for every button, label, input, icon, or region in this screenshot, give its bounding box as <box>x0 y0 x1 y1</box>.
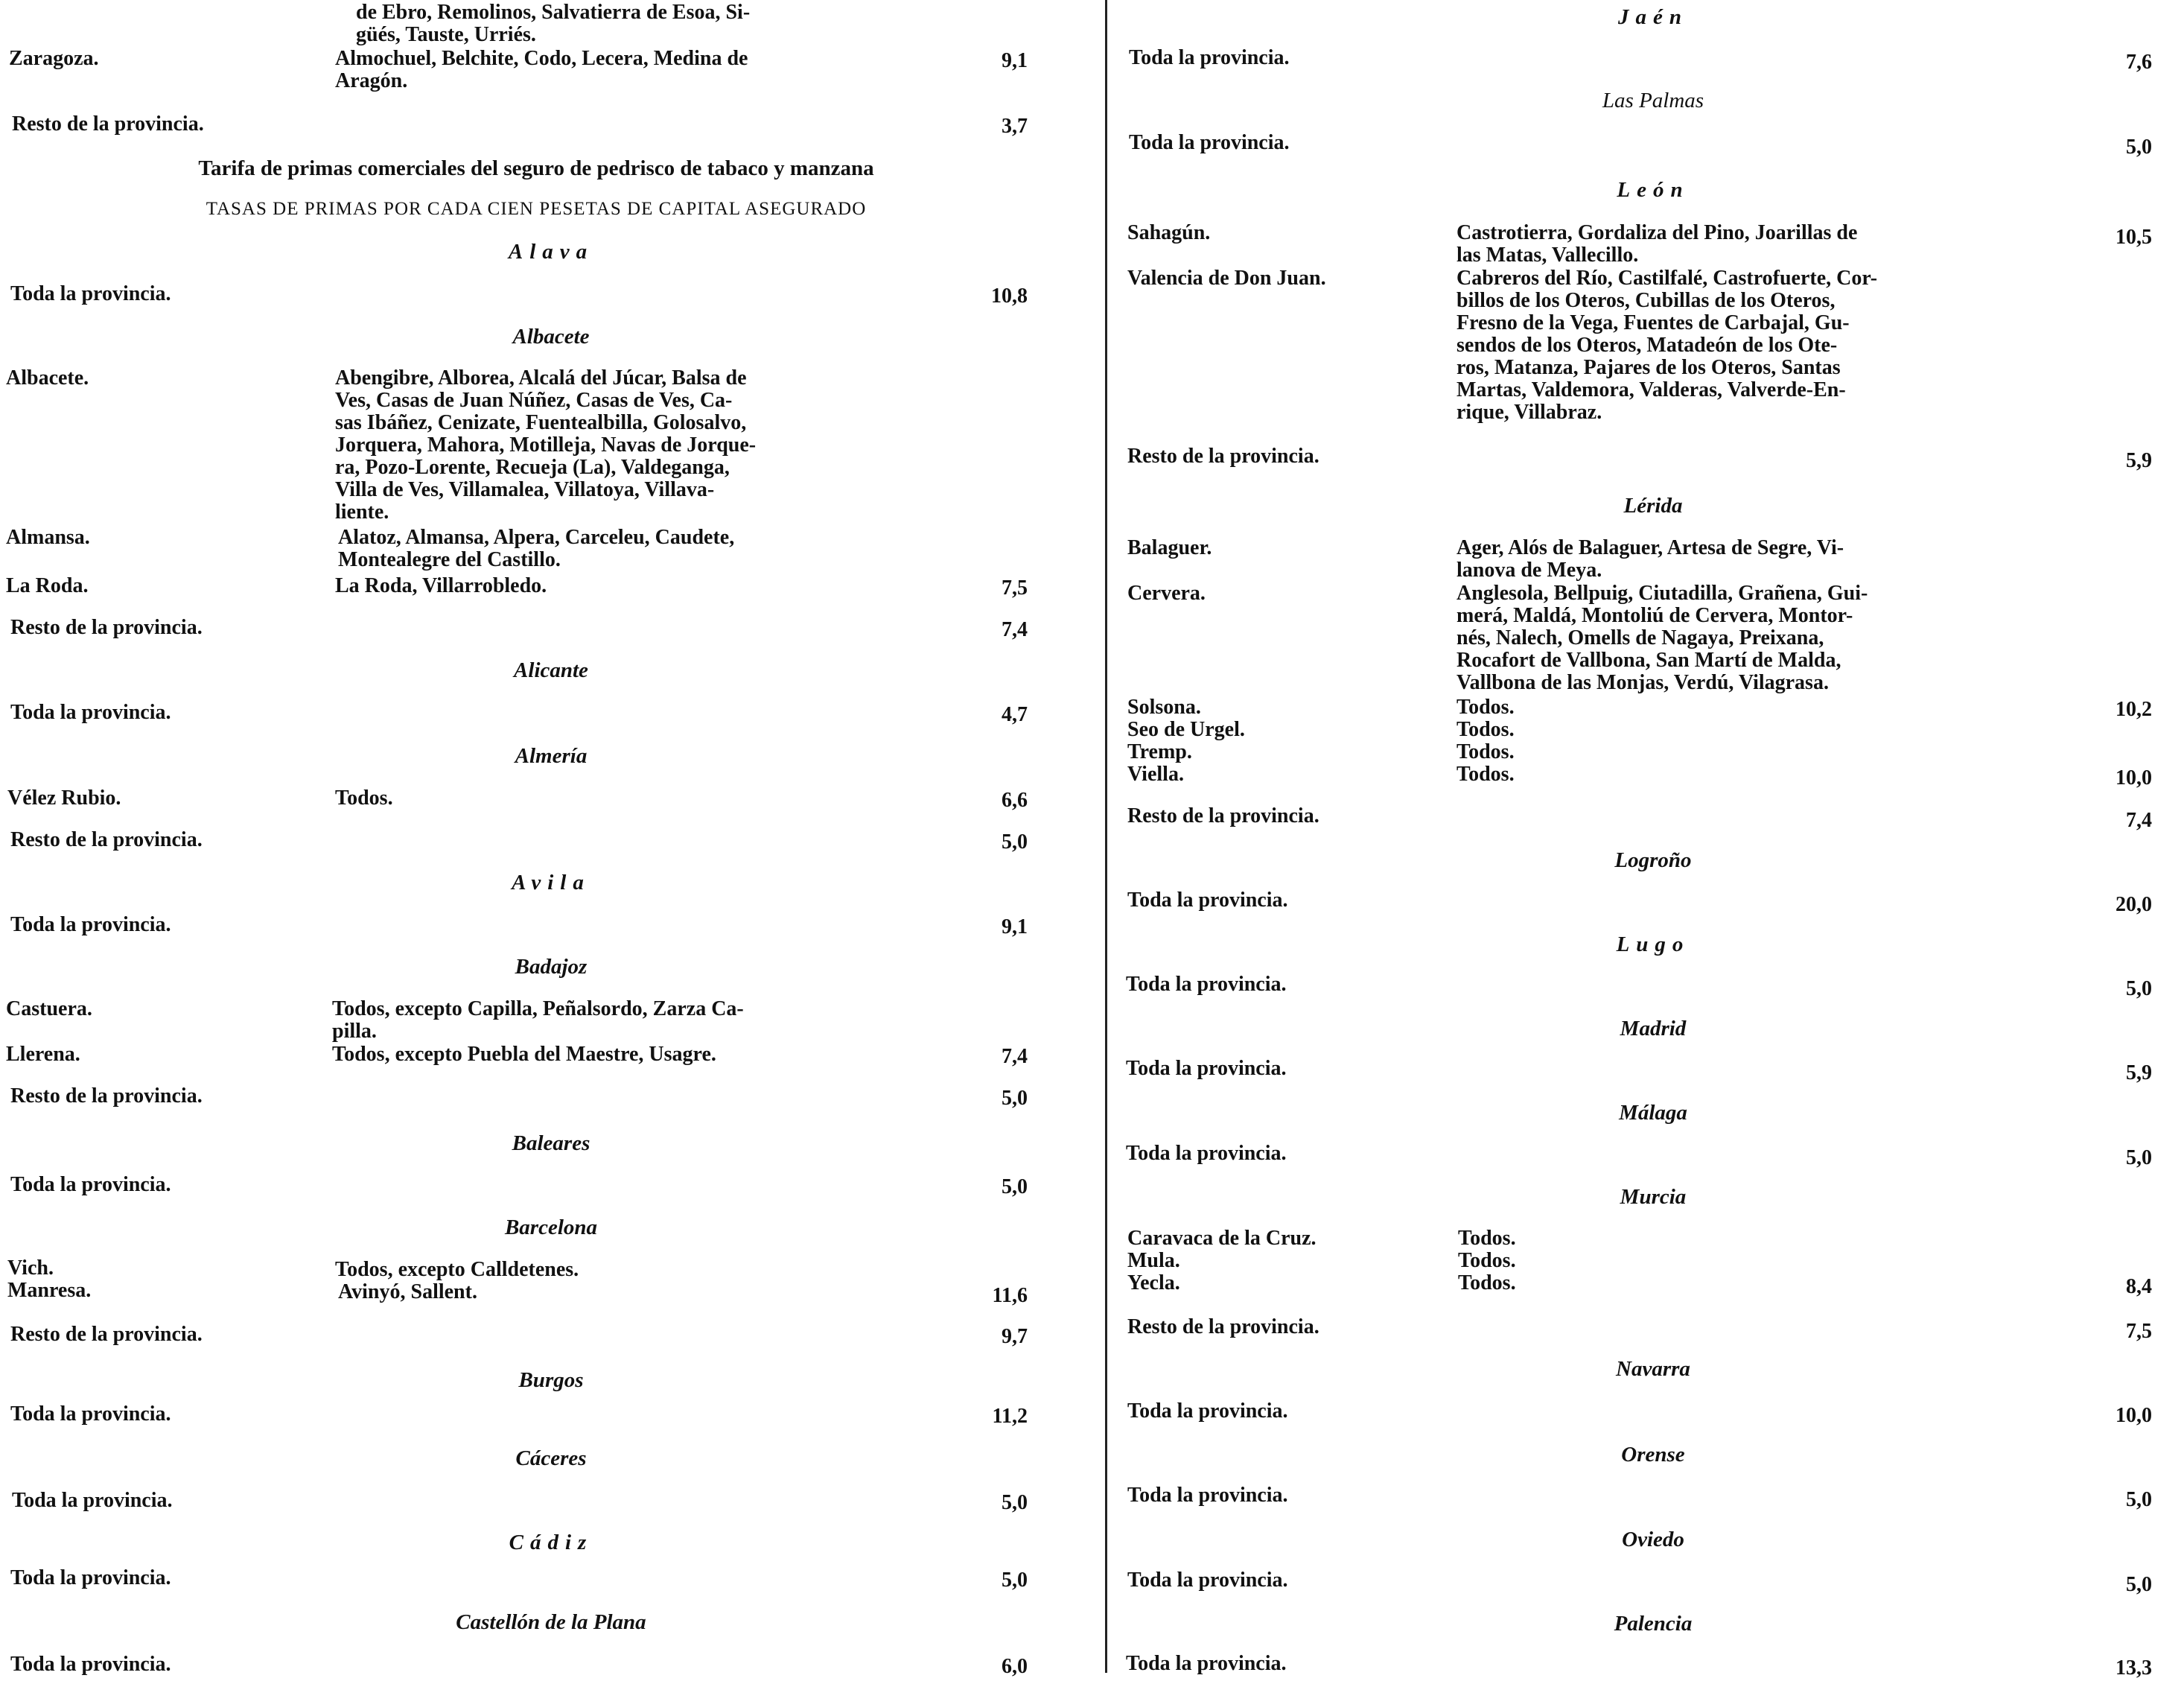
province-heading-malaga: Málaga <box>1619 1101 1687 1125</box>
almeria-resto-rate: 5,0 <box>1002 830 1028 854</box>
column-divider <box>1105 0 1107 1673</box>
zaragoza-label: Zaragoza. <box>9 47 99 70</box>
laspalmas-label: Toda la provincia. <box>1129 131 1290 154</box>
province-heading-baleares: Baleares <box>512 1131 590 1155</box>
llerena-municipalities: Todos, excepto Puebla del Maestre, Usagre. <box>332 1043 716 1066</box>
sahagun-rate: 10,5 <box>2115 226 2152 249</box>
oviedo-label: Toda la provincia. <box>1127 1569 1288 1592</box>
velez-label: Vélez Rubio. <box>7 787 121 810</box>
lerida-resto-label: Resto de la provincia. <box>1127 804 1319 827</box>
murcia-resto-label: Resto de la provincia. <box>1127 1315 1319 1338</box>
cervera-label: Cervera. <box>1127 582 1206 605</box>
province-heading-laspalmas: Las Palmas <box>1602 89 1704 112</box>
burgos-rate: 11,2 <box>992 1405 1028 1428</box>
almansa-label: Almansa. <box>6 526 90 549</box>
albacete-resto-rate: 7,4 <box>1002 618 1028 641</box>
velez-municipalities: Todos. <box>335 787 393 810</box>
valencia-municipalities: Cabreros del Río, Castilfalé, Castrofuerte, Cor- billos de los Oteros, Cubillas de los Oteros, Fresno de la Vega, Fuentes de Carbajal, Gu- sendos de los Oteros, Matadeón de los Ote- ros, Matanza, Pajares de los Oteros, Santas Martas, Valdemora, Valderas, Valverde-En- rique, Villabraz. <box>1456 267 1878 424</box>
table-title: Tarifa de primas comerciales del seguro de pedrisco de tabaco y manzana <box>198 156 874 180</box>
tremp-municipalities: Todos. <box>1456 740 1515 763</box>
province-heading-badajoz: Badajoz <box>515 955 588 979</box>
alava-rate: 10,8 <box>991 285 1028 308</box>
avila-rate: 9,1 <box>1002 915 1028 938</box>
table-subtitle: TASAS DE PRIMAS POR CADA CIEN PESETAS DE CAPITAL ASEGURADO <box>206 199 867 219</box>
castellon-label: Toda la provincia. <box>10 1653 171 1676</box>
albacete-label: Albacete. <box>6 366 89 390</box>
leon-resto-label: Resto de la provincia. <box>1127 445 1319 468</box>
jaen-rate: 7,6 <box>2126 51 2152 74</box>
province-heading-albacete: Albacete <box>512 325 590 349</box>
province-heading-alava: Alava <box>508 240 594 264</box>
province-heading-logrono: Logroño <box>1614 848 1692 872</box>
left-column <box>0 0 1087 1684</box>
province-heading-barcelona: Barcelona <box>504 1216 598 1239</box>
cadiz-rate: 5,0 <box>1002 1569 1028 1592</box>
malaga-rate: 5,0 <box>2126 1146 2152 1169</box>
balaguer-municipalities: Ager, Alós de Balaguer, Artesa de Segre, Vi- lanova de Meya. <box>1456 536 1844 582</box>
province-heading-castellon: Castellón de la Plana <box>456 1610 646 1634</box>
province-heading-cadiz: Cádiz <box>509 1531 593 1554</box>
barcelona-resto-rate: 9,7 <box>1002 1325 1028 1348</box>
logrono-label: Toda la provincia. <box>1127 889 1288 912</box>
almeria-resto-label: Resto de la provincia. <box>10 828 203 851</box>
laroda-rate: 7,5 <box>1002 576 1028 600</box>
cervera-municipalities: Anglesola, Bellpuig, Ciutadilla, Grañena, Gui- merá, Maldá, Montoliú de Cervera, Montor- nés, Nalech, Omells de Nagaya, Preixana, Rocafort de Vallbona, San Martí de Malda, Vallbona de las Monjas, Verdú, Vilagrasa. <box>1456 582 1868 694</box>
palencia-label: Toda la provincia. <box>1126 1652 1287 1675</box>
manresa-rate: 11,6 <box>992 1284 1028 1307</box>
navarra-rate: 10,0 <box>2115 1404 2152 1427</box>
laroda-municipalities: La Roda, Villarrobledo. <box>335 574 547 597</box>
zaragoza-continuation: de Ebro, Remolinos, Salvatierra de Esoa, Si- güés, Tauste, Urriés. <box>356 1 751 46</box>
yecla-rate: 8,4 <box>2126 1275 2152 1298</box>
zaragoza-rate: 9,1 <box>1002 49 1028 72</box>
caceres-rate: 5,0 <box>1002 1491 1028 1514</box>
manresa-label: Manresa. <box>7 1279 92 1302</box>
logrono-rate: 20,0 <box>2115 893 2152 916</box>
yecla-municipalities: Todos. <box>1458 1271 1516 1294</box>
vich-municipalities: Todos, excepto Calldetenes. <box>335 1258 579 1281</box>
burgos-label: Toda la provincia. <box>10 1402 171 1426</box>
viella-municipalities: Todos. <box>1456 763 1515 786</box>
viella-rate: 10,0 <box>2115 766 2152 789</box>
orense-label: Toda la provincia. <box>1127 1484 1288 1507</box>
province-heading-burgos: Burgos <box>518 1368 584 1392</box>
lerida-resto-rate: 7,4 <box>2126 809 2152 832</box>
caravaca-label: Caravaca de la Cruz. <box>1127 1227 1317 1250</box>
province-heading-palencia: Palencia <box>1614 1612 1693 1636</box>
navarra-label: Toda la provincia. <box>1127 1399 1288 1423</box>
oviedo-rate: 5,0 <box>2126 1573 2152 1596</box>
albacete-municipalities: Abengibre, Alborea, Alcalá del Júcar, Balsa de Ves, Casas de Juan Núñez, Casas de Ves, Ca- sas Ibáñez, Cenizate, Fuentealbilla, Golosalvo, Jorquera, Mahora, Motilleja, Navas de Jorque- ra, Pozo-Lorente, Recueja (La), Valdeganga, Villa de Ves, Villamalea, Villatoya, Villava- liente. <box>335 366 757 524</box>
lugo-rate: 5,0 <box>2126 977 2152 1000</box>
solsona-rate: 10,2 <box>2115 698 2152 721</box>
manresa-municipalities: Avinyó, Sallent. <box>338 1280 477 1303</box>
zaragoza-resto-label: Resto de la provincia. <box>12 112 204 136</box>
castellon-rate: 6,0 <box>1002 1655 1028 1678</box>
avila-label: Toda la provincia. <box>10 913 171 936</box>
madrid-label: Toda la provincia. <box>1126 1057 1287 1080</box>
cadiz-label: Toda la provincia. <box>10 1566 171 1589</box>
province-heading-murcia: Murcia <box>1620 1185 1687 1209</box>
province-heading-lugo: Lugo <box>1616 932 1690 956</box>
tremp-label: Tremp. <box>1127 740 1192 763</box>
seo-municipalities: Todos. <box>1456 718 1515 741</box>
province-heading-oviedo: Oviedo <box>1622 1528 1684 1551</box>
baleares-rate: 5,0 <box>1002 1175 1028 1198</box>
vich-label: Vich. <box>7 1256 54 1280</box>
province-heading-almeria: Almería <box>515 744 588 768</box>
velez-rate: 6,6 <box>1002 789 1028 812</box>
province-heading-lerida: Lérida <box>1623 494 1683 518</box>
mula-municipalities: Todos. <box>1458 1249 1516 1272</box>
sahagun-label: Sahagún. <box>1127 221 1211 244</box>
badajoz-resto-label: Resto de la provincia. <box>10 1084 203 1108</box>
province-heading-leon: León <box>1617 178 1690 202</box>
castuera-label: Castuera. <box>6 997 92 1020</box>
balaguer-label: Balaguer. <box>1127 536 1212 559</box>
province-heading-caceres: Cáceres <box>515 1446 587 1470</box>
valencia-label: Valencia de Don Juan. <box>1127 267 1326 290</box>
murcia-resto-rate: 7,5 <box>2126 1320 2152 1343</box>
province-heading-avila: Avila <box>512 871 590 895</box>
zaragoza-resto-rate: 3,7 <box>1002 115 1028 138</box>
jaen-label: Toda la provincia. <box>1129 46 1290 69</box>
mula-label: Mula. <box>1127 1249 1180 1272</box>
laroda-label: La Roda. <box>6 574 89 597</box>
albacete-resto-label: Resto de la provincia. <box>10 616 203 639</box>
orense-rate: 5,0 <box>2126 1488 2152 1511</box>
province-heading-alicante: Alicante <box>514 658 588 682</box>
alicante-label: Toda la provincia. <box>10 701 171 724</box>
sahagun-municipalities: Castrotierra, Gordaliza del Pino, Joarillas de las Matas, Vallecillo. <box>1456 221 1858 267</box>
province-heading-orense: Orense <box>1621 1443 1685 1467</box>
llerena-label: Llerena. <box>6 1043 80 1066</box>
palencia-rate: 13,3 <box>2115 1656 2152 1680</box>
right-column <box>1117 0 2184 1684</box>
seo-label: Seo de Urgel. <box>1127 718 1245 741</box>
caravaca-municipalities: Todos. <box>1458 1227 1516 1250</box>
alicante-rate: 4,7 <box>1002 703 1028 726</box>
baleares-label: Toda la provincia. <box>10 1173 171 1196</box>
castuera-municipalities: Todos, excepto Capilla, Peñalsordo, Zarza Ca- pilla. <box>332 997 744 1043</box>
malaga-label: Toda la provincia. <box>1126 1142 1287 1165</box>
province-heading-navarra: Navarra <box>1616 1357 1690 1381</box>
badajoz-resto-rate: 5,0 <box>1002 1087 1028 1110</box>
almansa-municipalities: Alatoz, Almansa, Alpera, Carceleu, Caudete, Montealegre del Castillo. <box>338 526 735 571</box>
leon-resto-rate: 5,9 <box>2126 449 2152 472</box>
alava-label: Toda la provincia. <box>10 282 171 305</box>
yecla-label: Yecla. <box>1127 1271 1180 1294</box>
province-heading-jaen: Jaén <box>1618 5 1688 29</box>
lugo-label: Toda la provincia. <box>1126 973 1287 996</box>
province-heading-madrid: Madrid <box>1620 1017 1687 1040</box>
llerena-rate: 7,4 <box>1002 1045 1028 1068</box>
madrid-rate: 5,9 <box>2126 1061 2152 1084</box>
solsona-label: Solsona. <box>1127 696 1201 719</box>
laspalmas-rate: 5,0 <box>2126 136 2152 159</box>
barcelona-resto-label: Resto de la provincia. <box>10 1323 203 1346</box>
solsona-municipalities: Todos. <box>1456 696 1515 719</box>
caceres-label: Toda la provincia. <box>12 1489 173 1512</box>
zaragoza-municipalities: Almochuel, Belchite, Codo, Lecera, Medina de Aragón. <box>335 47 748 92</box>
viella-label: Viella. <box>1127 763 1184 786</box>
